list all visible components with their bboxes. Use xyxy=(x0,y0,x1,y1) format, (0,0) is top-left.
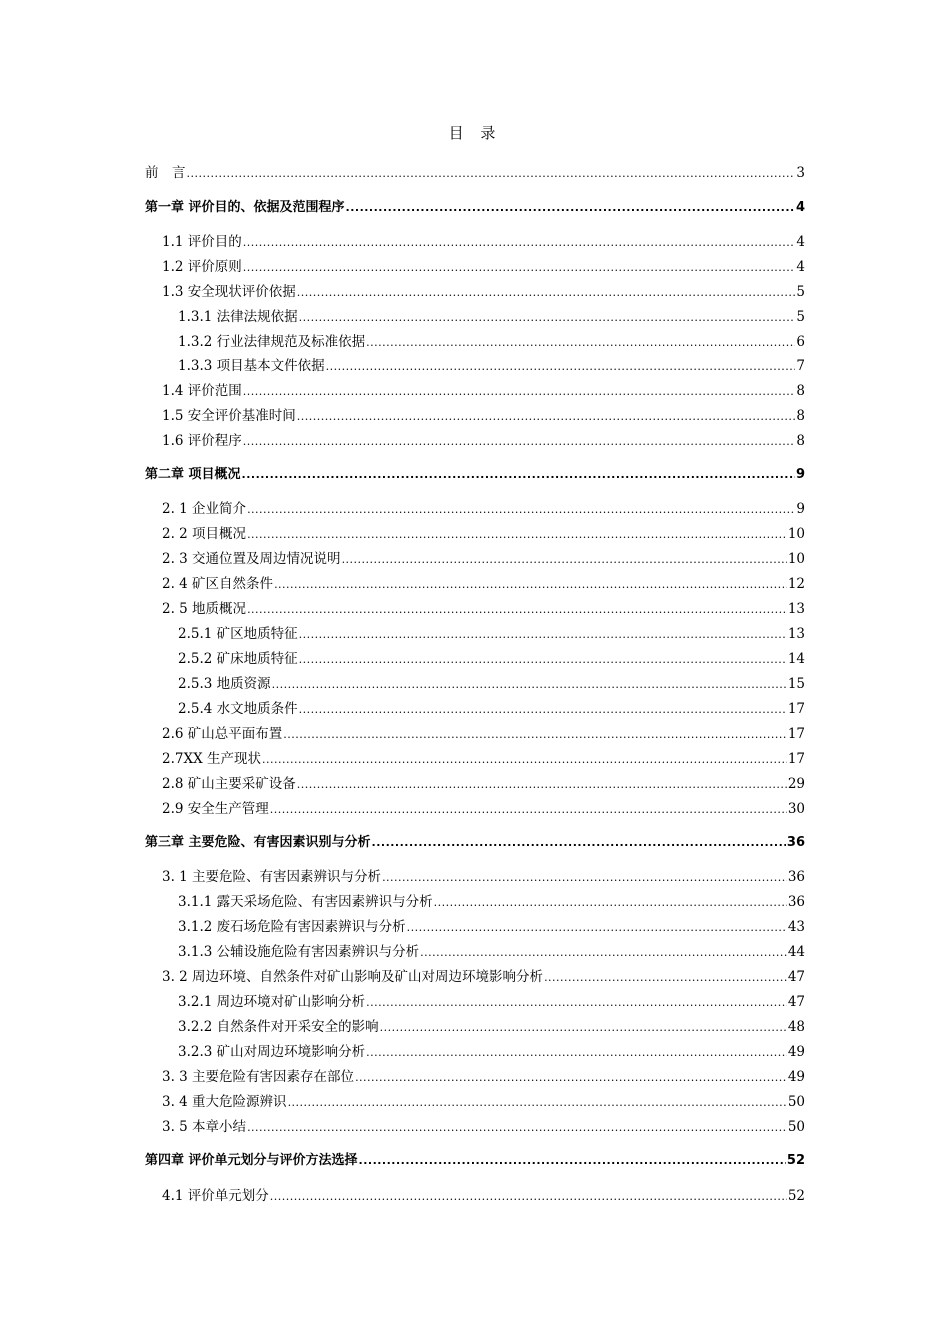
toc-entry[interactable] xyxy=(162,1068,805,1087)
toc-page-number: 7 xyxy=(796,358,805,374)
toc-page-number: 15 xyxy=(787,676,805,692)
toc-entry[interactable] xyxy=(162,575,805,594)
toc-page-number: 3 xyxy=(796,165,805,181)
toc-entry-label: 第三章 主要危险、有害因素识别与分析 xyxy=(145,835,371,850)
toc-entry-label: 2.5.4 水文地质条件 xyxy=(178,701,298,717)
toc-entry-label: 3.2.2 自然条件对开采安全的影响 xyxy=(178,1019,379,1035)
toc-dot-leader xyxy=(380,1019,787,1037)
toc-dot-leader xyxy=(346,199,795,217)
toc-entry[interactable] xyxy=(178,893,805,912)
toc-page-number: 12 xyxy=(787,576,805,592)
toc-entry[interactable] xyxy=(178,650,805,669)
toc-dot-leader xyxy=(270,801,787,819)
toc-entry[interactable] xyxy=(178,675,805,694)
toc-entry[interactable] xyxy=(178,308,805,327)
toc-page-number: 30 xyxy=(787,801,805,817)
toc-page-number: 8 xyxy=(796,408,805,424)
toc-entry[interactable] xyxy=(178,943,805,962)
toc-dot-leader xyxy=(270,1188,787,1206)
toc-entry-label: 2. 2 项目概况 xyxy=(162,526,247,542)
toc-entry-label: 2. 5 地质概况 xyxy=(162,601,247,617)
toc-title: 目 录 xyxy=(448,124,502,142)
toc-entry[interactable] xyxy=(162,1093,805,1112)
toc-dot-leader xyxy=(434,894,787,912)
toc-page-number: 10 xyxy=(787,551,805,567)
toc-entry-label: 2.8 矿山主要采矿设备 xyxy=(162,776,296,792)
toc-page-number: 9 xyxy=(796,501,805,517)
toc-page-number: 17 xyxy=(787,726,805,742)
toc-page-number: 4 xyxy=(796,259,805,275)
toc-page-number: 13 xyxy=(787,626,805,642)
toc-entry-label: 第一章 评价目的、依据及范围程序 xyxy=(145,200,345,215)
toc-entry-label: 2. 4 矿区自然条件 xyxy=(162,576,274,592)
toc-dot-leader xyxy=(187,165,796,183)
toc-dot-leader xyxy=(247,601,787,619)
toc-dot-leader xyxy=(297,284,796,302)
toc-page-number: 8 xyxy=(796,383,805,399)
toc-page-number: 44 xyxy=(787,944,805,960)
toc-dot-leader xyxy=(247,1119,787,1137)
toc-dot-leader xyxy=(382,869,787,887)
toc-entry[interactable] xyxy=(162,233,805,252)
toc-entry[interactable] xyxy=(178,993,805,1012)
toc-page-number: 36 xyxy=(787,869,805,885)
toc-dot-leader xyxy=(243,383,796,401)
toc-entry-label: 3.1.3 公辅设施危险有害因素辨识与分析 xyxy=(178,944,420,960)
toc-page-number: 50 xyxy=(787,1119,805,1135)
toc-entry-label: 3.2.3 矿山对周边环境影响分析 xyxy=(178,1044,366,1060)
toc-dot-leader xyxy=(299,701,787,719)
toc-entry[interactable] xyxy=(162,500,805,519)
toc-page-number: 14 xyxy=(787,651,805,667)
toc-entry[interactable] xyxy=(162,407,805,426)
toc-entry[interactable] xyxy=(162,258,805,277)
toc-entry-label: 1.3.1 法律法规依据 xyxy=(178,309,298,325)
toc-dot-leader xyxy=(407,919,787,937)
toc-dot-leader xyxy=(355,1069,787,1087)
toc-entry[interactable] xyxy=(178,918,805,937)
toc-entry[interactable] xyxy=(178,625,805,644)
toc-page-number: 4 xyxy=(795,200,805,215)
toc-entry[interactable] xyxy=(162,600,805,619)
toc-entry[interactable] xyxy=(162,868,805,887)
toc-page-number: 9 xyxy=(795,467,805,482)
toc-dot-leader xyxy=(272,676,787,694)
toc-entry-label: 3. 2 周边环境、自然条件对矿山影响及矿山对周边环境影响分析 xyxy=(162,969,544,985)
toc-dot-leader xyxy=(247,501,795,519)
toc-entry[interactable] xyxy=(162,800,805,819)
toc-entry-label: 3.1.2 废石场危险有害因素辨识与分析 xyxy=(178,919,406,935)
toc-page-number: 5 xyxy=(796,284,805,300)
toc-chapter-entry[interactable] xyxy=(145,199,805,217)
toc-dot-leader xyxy=(288,1094,787,1112)
toc-entry-label: 第四章 评价单元划分与评价方法选择 xyxy=(145,1153,358,1168)
toc-dot-leader xyxy=(274,576,787,594)
toc-entry[interactable] xyxy=(178,1043,805,1062)
toc-dot-leader xyxy=(297,408,796,426)
toc-dot-leader xyxy=(247,526,787,544)
toc-entry[interactable] xyxy=(178,1018,805,1037)
toc-entry[interactable] xyxy=(162,968,805,987)
toc-page-number: 4 xyxy=(796,234,805,250)
toc-entry-label: 1.3 安全现状评价依据 xyxy=(162,284,296,300)
toc-entry-label: 3. 3 主要危险有害因素存在部位 xyxy=(162,1069,355,1085)
toc-page-number: 47 xyxy=(787,994,805,1010)
toc-page-number: 8 xyxy=(796,433,805,449)
toc-dot-leader xyxy=(299,651,787,669)
toc-page-number: 48 xyxy=(787,1019,805,1035)
toc-entry-label: 3. 4 重大危险源辨识 xyxy=(162,1094,287,1110)
toc-chapter-entry[interactable] xyxy=(145,466,805,484)
toc-entry[interactable] xyxy=(178,357,805,376)
toc-page-number: 49 xyxy=(787,1044,805,1060)
toc-entry-label: 2.7XX 生产现状 xyxy=(162,751,261,767)
toc-dot-leader xyxy=(243,259,796,277)
toc-dot-leader xyxy=(243,433,796,451)
toc-dot-leader xyxy=(420,944,787,962)
toc-entry-label: 前 言 xyxy=(145,165,186,181)
toc-page-number: 17 xyxy=(787,751,805,767)
toc-page-number: 6 xyxy=(796,334,805,350)
toc-entry-label: 2.9 安全生产管理 xyxy=(162,801,269,817)
toc-entry[interactable] xyxy=(162,1187,805,1206)
toc-entry-label: 2. 1 企业简介 xyxy=(162,501,247,517)
toc-entry-label: 1.4 评价范围 xyxy=(162,383,242,399)
toc-dot-leader xyxy=(366,1044,787,1062)
toc-dot-leader xyxy=(262,751,787,769)
toc-page-number: 52 xyxy=(787,1188,805,1204)
toc-entry-label: 3. 1 主要危险、有害因素辨识与分析 xyxy=(162,869,382,885)
toc-page-number: 49 xyxy=(787,1069,805,1085)
toc-entry-label: 1.5 安全评价基准时间 xyxy=(162,408,296,424)
toc-dot-leader xyxy=(326,358,796,376)
toc-entry-label: 2.5.2 矿床地质特征 xyxy=(178,651,298,667)
toc-dot-leader xyxy=(243,234,796,252)
toc-dot-leader xyxy=(297,776,787,794)
toc-entry-label: 第二章 项目概况 xyxy=(145,467,241,482)
toc-page-number: 13 xyxy=(787,601,805,617)
toc-entry-label: 2.6 矿山总平面布置 xyxy=(162,726,283,742)
toc-entry[interactable] xyxy=(162,283,805,302)
toc-page-number: 36 xyxy=(786,835,805,850)
toc-entry[interactable] xyxy=(162,1118,805,1137)
toc-page-number: 52 xyxy=(786,1153,805,1168)
toc-dot-leader xyxy=(299,309,796,327)
toc-entry[interactable] xyxy=(178,700,805,719)
toc-chapter-entry[interactable] xyxy=(145,1152,805,1170)
toc-entry-label: 4.1 评价单元划分 xyxy=(162,1188,269,1204)
toc-page-number: 47 xyxy=(787,969,805,985)
toc-page-number: 29 xyxy=(787,776,805,792)
toc-dot-leader xyxy=(372,834,786,852)
toc-entry-label: 1.2 评价原则 xyxy=(162,259,242,275)
toc-page-number: 43 xyxy=(787,919,805,935)
toc-entry[interactable] xyxy=(162,750,805,769)
toc-page-number: 17 xyxy=(787,701,805,717)
toc-dot-leader xyxy=(366,334,795,352)
toc-entry-label: 2.5.3 地质资源 xyxy=(178,676,271,692)
toc-entry-label: 2.5.1 矿区地质特征 xyxy=(178,626,298,642)
toc-entry-label: 1.3.3 项目基本文件依据 xyxy=(178,358,325,374)
toc-entry-label: 2. 3 交通位置及周边情况说明 xyxy=(162,551,341,567)
toc-dot-leader xyxy=(283,726,787,744)
toc-dot-leader xyxy=(299,626,787,644)
toc-entry-label: 1.6 评价程序 xyxy=(162,433,242,449)
toc-entry[interactable] xyxy=(162,382,805,401)
toc-entry[interactable] xyxy=(162,525,805,544)
toc-dot-leader xyxy=(242,466,795,484)
toc-entry-label: 3. 5 本章小结 xyxy=(162,1119,247,1135)
toc-page-number: 5 xyxy=(796,309,805,325)
toc-entry[interactable] xyxy=(162,725,805,744)
toc-entry-label: 1.1 评价目的 xyxy=(162,234,242,250)
toc-entry[interactable] xyxy=(162,775,805,794)
toc-entry-label: 3.1.1 露天采场危险、有害因素辨识与分析 xyxy=(178,894,433,910)
toc-entry[interactable] xyxy=(145,164,805,183)
toc-page-number: 50 xyxy=(787,1094,805,1110)
toc-chapter-entry[interactable] xyxy=(145,834,805,852)
toc-dot-leader xyxy=(544,969,787,987)
toc-entry[interactable] xyxy=(162,550,805,569)
toc-page-number: 10 xyxy=(787,526,805,542)
toc-dot-leader xyxy=(359,1152,786,1170)
toc-dot-leader xyxy=(342,551,787,569)
toc-entry[interactable] xyxy=(178,333,805,352)
toc-entry[interactable] xyxy=(162,432,805,451)
toc-entry-label: 1.3.2 行业法律规范及标准依据 xyxy=(178,334,366,350)
toc-page-number: 36 xyxy=(787,894,805,910)
toc-dot-leader xyxy=(366,994,787,1012)
toc-entry-label: 3.2.1 周边环境对矿山影响分析 xyxy=(178,994,366,1010)
